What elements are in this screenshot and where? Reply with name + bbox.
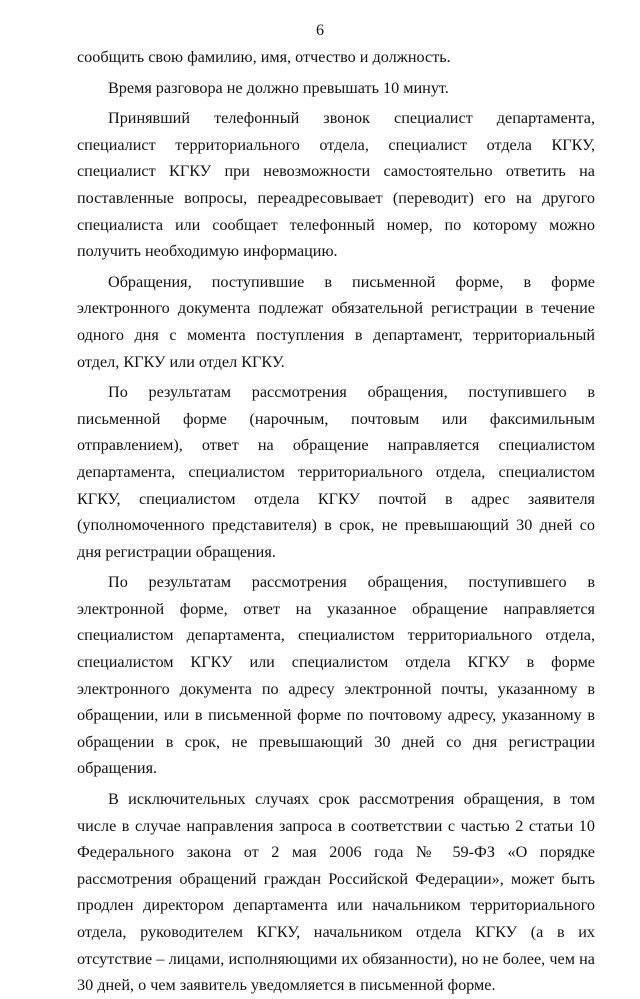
paragraph-electronic-response: По результатам рассмотрения обращения, поступившего в электронной форме, ответ на указанное обращение направляется специалистом департамента, специалистом территориального отдела, специалистом КГКУ или специалистом отдела КГКУ в форме электронного документа по адресу электронной почты, указанному в обращении, или в письменной форме по почтовому адресу, указанному в обращении в срок, не превышающий 30 дней со дня регистрации обращения. — [77, 573, 595, 778]
paragraph-call-duration: Время разговора не должно превышать 10 минут. — [108, 78, 449, 97]
paragraph-written-response: По результатам рассмотрения обращения, поступившего в письменной форме (нарочным, почтовым или факсимильным отправлением), ответ на обращение направляется специалистом департамента, специалистом территориального отдела, специалистом КГКУ, специалистом отдела КГКУ почтой в адрес заявителя (уполномоченного представителя) в срок, не превышающий 30 дней со дня регистрации обращения. — [77, 383, 595, 561]
paragraph-extension: В исключительных случаях срок рассмотрения обращения, в том числе в случае направления запроса в соответствии с частью 2 статьи 10 Федерального закона от 2 мая 2006 года № 59-ФЗ «О порядке рассмотрения обращений граждан Российской Федерации», может быть продлен директором департамента или начальником территориального отдела, руководителем КГКУ, начальником отдела КГКУ (а в их отсутствие – лицами, исполняющими их обязанности), но не более, чем на 30 дней, о чем заявитель уведомляется в письменной форме. — [77, 790, 595, 995]
paragraph-registration: Обращения, поступившие в письменной форме, в форме электронного документа подлежат обязательной регистрации в течение одного дня с момента поступления в департамент, территориальный отдел, КГКУ или отдел КГКУ. — [77, 272, 595, 371]
document-body — [77, 44, 595, 999]
page-number: 6 — [316, 22, 324, 39]
paragraph-call-redirect: Принявший телефонный звонок специалист департамента, специалист территориального отдела, специалист отдела КГКУ, специалист КГКУ при невозможности самостоятельно ответить на поставленные вопросы, переадресовывает (переводит) его на другого специалиста или сообщает телефонный номер, по которому можно получить необходимую информацию. — [77, 109, 595, 261]
paragraph-continuation: сообщить свою фамилию, имя, отчество и должность. — [77, 48, 451, 66]
